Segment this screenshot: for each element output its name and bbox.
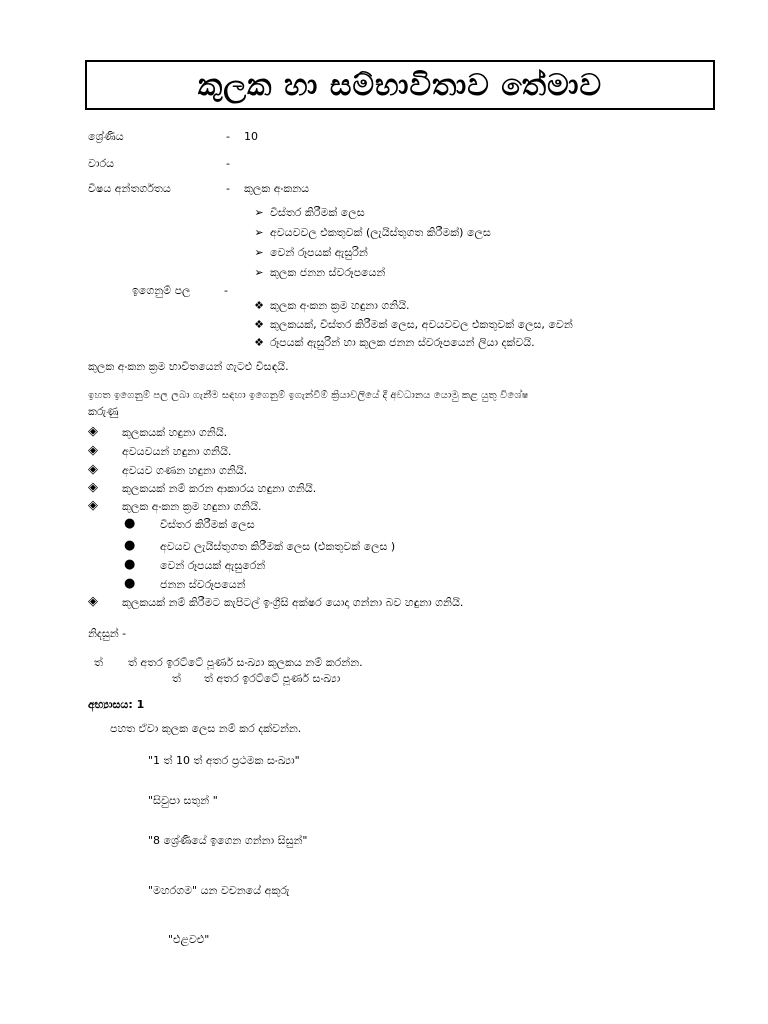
exercise-item: "8 ශ්‍රේණියේ ඉගෙන ගන්නා සිසුන්"	[148, 834, 308, 847]
point-item: කුලකයක් නම් කරන ආකාරය හඳුනා ගනියි.	[122, 482, 317, 495]
outcome-item: ❖ කුලක අංකන ක්‍රම හඳුනා ගනියි.	[248, 299, 410, 313]
method-item: ජනන ස්වරූපයෙන්	[160, 578, 246, 591]
exercise-item: "1 ත් 10 ත් අතර ප්‍රථමක සංඛ්‍යා"	[148, 754, 300, 767]
point-item-last: කුලකයක් නම් කිරීමට කැපිටල් ඉංග්‍රීසි අක්ෂර යොදා ගන්නා බව හඳුනා ගනියි.	[122, 596, 464, 609]
examples-label: නිදසුන් -	[88, 627, 127, 640]
arrow-bullet-icon: ➢	[254, 206, 264, 219]
method-item: විස්තර කිරීමක් ලෙස	[160, 518, 255, 531]
exercise-label: අභ්‍යාසය: 1	[88, 698, 145, 711]
point-item: අවයවයන් හඳුනා ගනියි.	[122, 445, 232, 458]
diamond-bullet-icon: ❖	[254, 299, 264, 312]
subject-separator: -	[226, 182, 230, 195]
paragraph-focus: ඉහත ඉගෙනුම් පල ලබා ගැනීම සඳහා ඉගෙනුම් ඉගැන්වීම් ක්‍රියාවලියේ දී අවධානය යොමු කළ යුතු විශේෂ	[88, 390, 529, 401]
period-label: වාරය	[88, 157, 115, 170]
exercise-item: "මහරගම" යන වචනයේ අකුරු	[148, 884, 290, 897]
dot-bullet-icon: ●	[124, 576, 136, 591]
page-title: කුලක හා සම්භාවිතාව තේමාව	[197, 67, 603, 103]
point-item: කුලකයක් හඳුනා ගනියි.	[122, 426, 228, 439]
grade-value: 10	[244, 130, 258, 143]
exercise-item: "සිවුපා සතුන් "	[148, 794, 218, 807]
square-bullet-icon: ◈	[88, 443, 98, 458]
outcomes-label: ඉගෙනුම් පල	[132, 284, 191, 297]
example-text: ත්	[172, 672, 181, 685]
method-item: වෙන් රූපයක් ඇසුරෙන්	[160, 559, 266, 572]
grade-separator: -	[226, 130, 230, 143]
dot-bullet-icon: ●	[124, 516, 136, 531]
subject-item: ➢ විස්තර කිරීමක් ලෙස	[248, 206, 365, 220]
dot-bullet-icon: ●	[124, 557, 136, 572]
square-bullet-icon: ◈	[88, 480, 98, 495]
square-bullet-icon: ◈	[88, 498, 98, 513]
point-item: අවයව ගණන හඳුනා ගනියි.	[122, 464, 248, 477]
period-separator: -	[226, 157, 230, 170]
outcomes-separator: -	[224, 284, 228, 297]
method-item: අවයව ලැයිස්තුගත කිරීමක් ලෙස (එකතුවක් ලෙස )	[160, 540, 396, 553]
paragraph-focus-cont: කරුණු	[88, 405, 119, 418]
diamond-bullet-icon: ❖	[254, 318, 264, 331]
paragraph-goal: කුලක අංකන ක්‍රම භාවිතයෙන් ගැටළු විසඳයි.	[88, 360, 289, 373]
arrow-bullet-icon: ➢	[254, 246, 264, 259]
example-text: ත් අතර ඉරට්ටේ පූර්ණ සංඛ්‍යා කුලකය නම් කරන්න.	[128, 656, 363, 669]
point-item: කුලක අංකන ක්‍රම හඳුනා ගනියි.	[122, 500, 262, 513]
square-bullet-icon: ◈	[88, 594, 98, 609]
example-text: ත්	[94, 656, 103, 669]
exercise-item: "එළවළු"	[168, 933, 210, 946]
subject-label: විෂය අන්තර්ගතය	[88, 182, 171, 195]
subject-item: ➢ වෙන් රූපයක් ඇසුරින්	[248, 246, 368, 260]
square-bullet-icon: ◈	[88, 424, 98, 439]
dot-bullet-icon: ●	[124, 538, 136, 553]
exercise-intro: පහත ඒවා කුලක ලෙස නම් කර දක්වන්න.	[110, 722, 302, 735]
subject-item: ➢ කුලක ජනන ස්වරූපයෙන්	[248, 266, 385, 280]
grade-label: ශ්‍රේණිය	[88, 130, 124, 143]
square-bullet-icon: ◈	[88, 462, 98, 477]
outcome-item: ❖ රූපයක් ඇසුරින් හා කුලක ජනන ස්වරූපයෙන් ලියා දක්වයි.	[248, 336, 535, 350]
arrow-bullet-icon: ➢	[254, 266, 264, 279]
arrow-bullet-icon: ➢	[254, 226, 264, 239]
subject-value: කුලක අංකනය	[244, 182, 310, 195]
example-text: ත් අතර ඉරට්ටේ පූර්ණ සංඛ්‍යා	[204, 672, 341, 685]
subject-item: ➢ අවයවවල එකතුවක් (ලැයිස්තුගත කිරීමක්) ලෙස	[248, 226, 491, 240]
title-box	[85, 60, 715, 110]
diamond-bullet-icon: ❖	[254, 336, 264, 349]
outcome-item: ❖ කුලකයක්, විස්තර කිරීමක් ලෙස, අවයවවල එකතුවක් ලෙස, වෙන්	[248, 318, 573, 332]
